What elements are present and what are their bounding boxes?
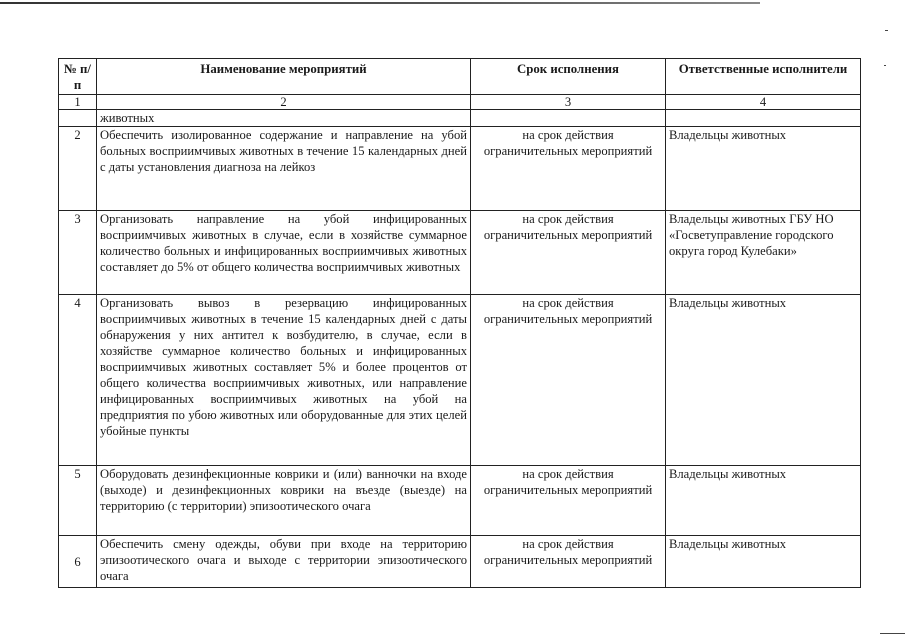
table-row bbox=[59, 127, 861, 211]
row-term: на срок действия ограничительных мероприятий bbox=[471, 211, 666, 295]
row-continuation-text: животных bbox=[97, 110, 471, 127]
table-row bbox=[59, 536, 861, 588]
row-number: 4 bbox=[59, 295, 97, 466]
row-number: 2 bbox=[59, 127, 97, 211]
row-measure-text: Обеспечить смену одежды, обуви при входе на территорию эпизоотического очага и выходе с территории эпизоотического очага bbox=[97, 536, 471, 588]
row-number bbox=[59, 110, 97, 127]
row-responsible: Владельцы животных bbox=[666, 466, 861, 536]
scan-speck bbox=[884, 65, 886, 66]
row-term: на срок действия ограничительных мероприятий bbox=[471, 466, 666, 536]
row-term: на срок действия ограничительных мероприятий bbox=[471, 295, 666, 466]
row-measure-text: Обеспечить изолированное содержание и направление на убой больных восприимчивых животных в течение 15 календарных дней с даты установления диагноза на лейкоз bbox=[97, 127, 471, 211]
row-responsible bbox=[666, 110, 861, 127]
header-name: Наименование мероприятий bbox=[97, 59, 471, 95]
row-number: 6 bbox=[59, 536, 97, 588]
table-row bbox=[59, 110, 861, 127]
row-measure-text: Организовать направление на убой инфицированных восприимчивых животных в случае, если в хозяйстве суммарное количество больных и инфицированных восприимчивых животных составляет до 5% от общего количества восприимчивых животных bbox=[97, 211, 471, 295]
column-index: 3 bbox=[471, 95, 666, 110]
row-responsible: Владельцы животных bbox=[666, 295, 861, 466]
scan-speck bbox=[885, 30, 888, 31]
row-number: 5 bbox=[59, 466, 97, 536]
table-header-row bbox=[59, 59, 861, 95]
column-index: 1 bbox=[59, 95, 97, 110]
row-responsible: Владельцы животных bbox=[666, 536, 861, 588]
row-number: 3 bbox=[59, 211, 97, 295]
header-term: Срок исполнения bbox=[471, 59, 666, 95]
column-index-row bbox=[59, 95, 861, 110]
column-index: 4 bbox=[666, 95, 861, 110]
table-row bbox=[59, 211, 861, 295]
scan-speck bbox=[880, 633, 905, 634]
row-responsible: Владельцы животных ГБУ НО «Госветуправление городского округа город Кулебаки» bbox=[666, 211, 861, 295]
column-index: 2 bbox=[97, 95, 471, 110]
table-row bbox=[59, 295, 861, 466]
table-row bbox=[59, 466, 861, 536]
measures-table bbox=[58, 58, 861, 588]
row-responsible: Владельцы животных bbox=[666, 127, 861, 211]
scan-edge-line bbox=[0, 2, 760, 4]
header-responsible: Ответственные исполнители bbox=[666, 59, 861, 95]
row-term: на срок действия ограничительных мероприятий bbox=[471, 536, 666, 588]
row-measure-text: Организовать вывоз в резервацию инфицированных восприимчивых животных в течение 15 календарных дней с даты обнаружения у них антител к возбудителю, в случае, если в хозяйстве суммарное количество больных и инфицированных восприимчивых животных составляет 5% и более процентов от общего количества восприимчивых животных, или направление инфицированных восприимчивых животных на убой на предприятия по убою животных или оборудованные для этих целей убойные пункты bbox=[97, 295, 471, 466]
row-term: на срок действия ограничительных мероприятий bbox=[471, 127, 666, 211]
row-term bbox=[471, 110, 666, 127]
header-number: № п/п bbox=[59, 59, 97, 95]
row-measure-text: Оборудовать дезинфекционные коврики и (или) ванночки на входе (выходе) и дезинфекционных коврики на въезде (выезде) на территорию (с территории) эпизоотического очага bbox=[97, 466, 471, 536]
